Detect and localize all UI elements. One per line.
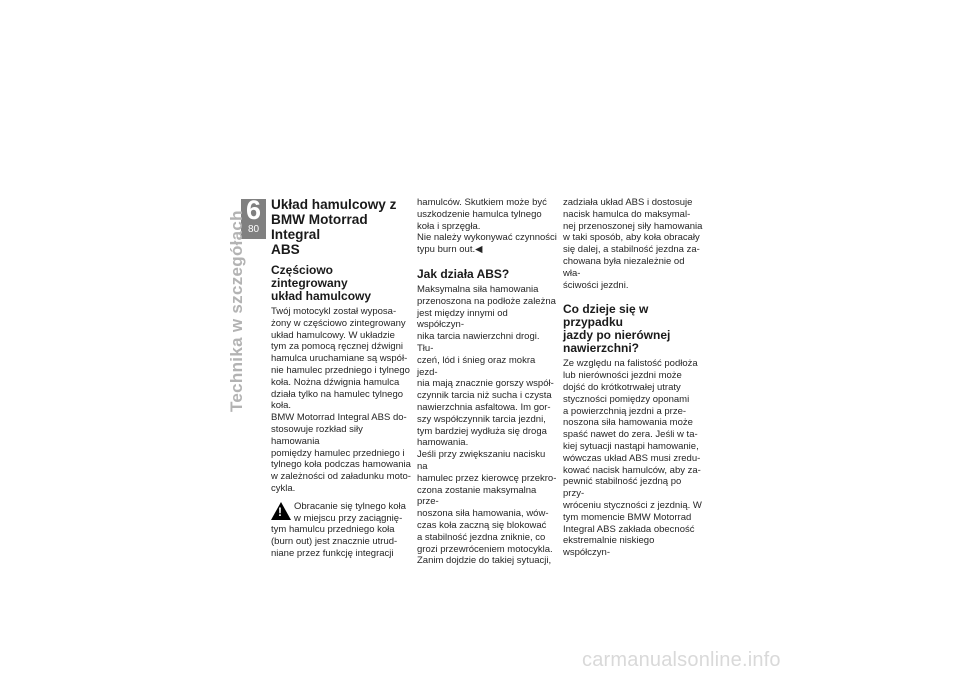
- body-paragraph: Ze względu na falistość podłoża lub nierówności jezdni może dojść do krótkotrwałej utraty styczności pomiędzy oponami a powierzchnią jezdni a prze- noszona siła hamowania może spaść nawet do zera. Jeśli w ta- kiej sytuacji nastąpi hamowanie, wówczas układ ABS musi zredu- kować nacisk hamulców, aby za- pewnić stabilność jezdną po przy- wróceniu styczności z jezdnią. W tym momencie BMW Motorrad Integral ABS zakłada obecność ekstremalnie niskiego współczyn-: [563, 358, 702, 559]
- watermark: carmanualsonline.info: [582, 649, 781, 671]
- warning-note: [271, 501, 411, 560]
- warning-text: tym hamulcu przedniego koła (burn out) jest znacznie utrud- niane przez funkcję integracji: [271, 524, 398, 559]
- page-number: 80: [247, 224, 260, 235]
- body-paragraph: Maksymalna siła hamowania przenoszona na podłoże zależna jest między innymi od współczyn- nika tarcia nawierzchni drogi. Tłu- czeń, lód i śnieg oraz mokra jezd- nia mają znacznie gorszy współ- czynnik tarcia niż sucha i czysta nawierzchnia asfaltowa. Im gor- szy współczynnik tarcia jezdni, tym bardziej wydłuża się droga hamowania. Jeśli przy zwiększaniu nacisku na hamulec przez kierowcę przekro- czona zostanie maksymalna prze- noszona siła hamowania, wów- czas koła zaczną się blokować a stabilność jezdna zniknie, co grozi przewróceniem motocykla. Zanim dojdzie do takiej sytuacji,: [417, 283, 557, 567]
- body-paragraph: Twój motocykl został wyposa- żony w częściowo zintegrowany układ hamulcowy. W układzie tym za pomocą ręcznej dźwigni hamulca uruchamiane są współ- nie hamulec przedniego i tylnego koła. Nożna dźwignia hamulca działa tylko na hamulec tylnego koła. BMW Motorrad Integral ABS do- stosowuje rozkład siły hamowania pomiędzy hamulec przedniego i tylnego koła podczas hamowania w zależności od załadunku moto- cykla.: [271, 306, 411, 494]
- subsection-title: Jak działa ABS?: [417, 266, 510, 281]
- subsection-title: Częściowo zintegrowany układ hamulcowy: [271, 263, 372, 303]
- column-1: [271, 197, 411, 560]
- warning-line-1: Obracanie się tylnego koła: [294, 500, 406, 512]
- chapter-number: 6: [245, 195, 262, 225]
- section-title: Układ hamulcowy z BMW Motorrad Integral ABS: [271, 197, 397, 257]
- warning-icon: [271, 502, 291, 520]
- warning-line-2: w miejscu przy zaciągnię-: [294, 512, 403, 524]
- column-2: [417, 197, 557, 567]
- body-paragraph: zadziała układ ABS i dostosuje nacisk hamulca do maksymal- nej przenoszonej siły hamowania w taki sposób, aby koła obracały się dalej, a stabilność jezdna za- chowana była niezależnie od wła- ściwości jezdni.: [563, 197, 703, 291]
- column-3: [563, 197, 703, 559]
- chapter-title-text: Technika w szczegółach: [227, 210, 246, 412]
- body-paragraph: hamulców. Skutkiem może być uszkodzenie hamulca tylnego koła i sprzęgła. Nie należy wykonywać czynności typu burn out.◀: [417, 197, 557, 256]
- subsection-title: Co dzieje się w przypadku jazdy po nierównej nawierzchni?: [563, 302, 671, 356]
